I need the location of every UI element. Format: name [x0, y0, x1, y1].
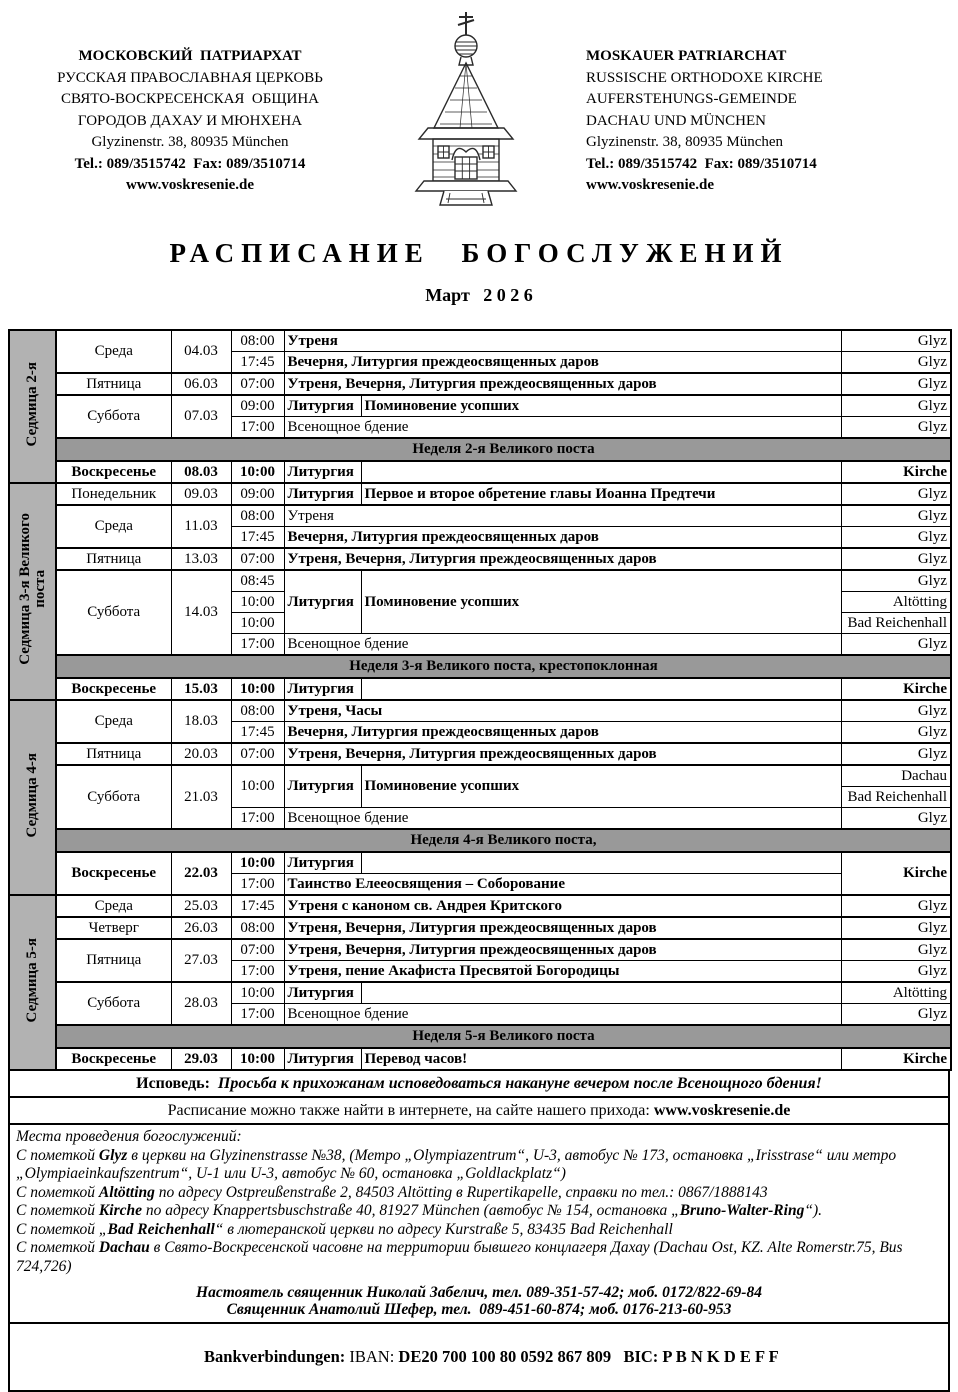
date-cell: 11.03	[171, 505, 231, 548]
service-cell: Литургия	[284, 678, 361, 700]
org-line-de: MOSKAUER PATRIARCHAT	[586, 48, 787, 64]
date-cell: 08.03	[171, 461, 231, 483]
day-cell: Понедельник	[56, 483, 171, 505]
time-cell: 08:00	[231, 700, 284, 722]
week-sidebar: Седмица 3-я Великого поста	[9, 483, 56, 700]
time-cell: 07:00	[231, 548, 284, 570]
time-cell: 17:45	[231, 352, 284, 374]
service-cell: Утреня, Часы	[284, 700, 841, 722]
date-cell: 15.03	[171, 678, 231, 700]
location-cell: Glyz	[841, 1004, 951, 1026]
date-cell: 09.03	[171, 483, 231, 505]
location-cell: Glyz	[841, 808, 951, 830]
date-cell: 26.03	[171, 917, 231, 939]
day-cell: Пятница	[56, 548, 171, 570]
service-cell: Утреня, Вечерня, Литургия преждеосвященных даров	[284, 548, 841, 570]
location-cell: Glyz	[841, 961, 951, 983]
location-cell: Glyz	[841, 700, 951, 722]
place-line-dachau: С пометкой Dachau в Свято-Воскресенской часовне на территории бывшего концлагеря Дахау (Dachau Ost, KZ. Alte Romerstr.75, Bus 724,726)	[16, 1239, 903, 1275]
time-cell: 10:00	[231, 982, 284, 1004]
iban-value: DE20 700 100 80 0592 867 809	[398, 1347, 612, 1366]
time-cell: 08:45	[231, 570, 284, 592]
location-cell: Glyz	[841, 505, 951, 527]
week-band: Неделя 3-я Великого поста, крестопоклонная	[56, 655, 951, 678]
date-cell: 04.03	[171, 330, 231, 373]
time-cell: 08:00	[231, 330, 284, 352]
time-cell: 17:45	[231, 527, 284, 549]
confession-note	[8, 1069, 950, 1098]
time-cell: 10:00	[231, 461, 284, 483]
bic-value: BIC: P B N K D E F F	[623, 1347, 779, 1366]
date-cell: 06.03	[171, 373, 231, 395]
time-cell: 10:00	[231, 613, 284, 634]
location-cell: Glyz	[841, 895, 951, 917]
online-note	[8, 1096, 950, 1125]
location-cell: Glyz	[841, 330, 951, 352]
phone-line-de: Tel.: 089/3515742 Fax: 089/3510714	[586, 155, 817, 172]
service-detail-cell	[361, 982, 841, 1004]
location-cell: Dachau	[841, 765, 951, 787]
letterhead	[8, 8, 950, 212]
month-subtitle: Март 2 0 2 6	[425, 285, 533, 305]
date-cell: 27.03	[171, 939, 231, 982]
clergy-contact: Священник Анатолий Шефер, тел. 089-451-60-874; моб. 0176-213-60-953	[226, 1301, 732, 1318]
day-cell: Суббота	[56, 982, 171, 1025]
day-cell: Среда	[56, 505, 171, 548]
service-detail-cell: Поминовение усопших	[361, 395, 841, 417]
location-cell: Altötting	[841, 592, 951, 613]
org-line-de: RUSSISCHE ORTHODOXE KIRCHE	[586, 69, 823, 86]
time-cell: 10:00	[231, 678, 284, 700]
service-detail-cell: Перевод часов!	[361, 1048, 841, 1070]
time-cell: 10:00	[231, 592, 284, 613]
phone-line-ru: Tel.: 089/3515742 Fax: 089/3510714	[74, 155, 306, 172]
service-cell: Таинство Елееосвящения – Соборование	[284, 874, 841, 896]
time-cell: 17:00	[231, 1004, 284, 1026]
org-line-ru: РУССКАЯ ПРАВОСЛАВНАЯ ЦЕРКОВЬ	[57, 69, 323, 86]
week-band: Неделя 4-я Великого поста,	[56, 829, 951, 852]
service-cell: Утреня	[284, 330, 841, 352]
location-cell: Glyz	[841, 548, 951, 570]
service-cell: Утреня, Вечерня, Литургия преждеосвященных даров	[284, 743, 841, 765]
service-detail-cell: Поминовение усопших	[361, 765, 841, 808]
service-cell: Утреня	[284, 505, 841, 527]
letterhead-german	[556, 8, 950, 197]
location-cell: Bad Reichenhall	[841, 613, 951, 634]
org-line-de: AUFERSTEHUNGS-GEMEINDE	[586, 91, 797, 107]
bank-details	[8, 1322, 950, 1392]
date-cell: 18.03	[171, 700, 231, 743]
week-band: Неделя 2-я Великого поста	[56, 438, 951, 461]
time-cell: 17:00	[231, 808, 284, 830]
location-cell: Glyz	[841, 570, 951, 592]
day-cell: Воскресенье	[56, 1048, 171, 1070]
time-cell: 07:00	[231, 373, 284, 395]
service-cell: Утреня, пение Акафиста Пресвятой Богородицы	[284, 961, 841, 983]
week-sidebar: Седмица 5-я	[9, 895, 56, 1070]
time-cell: 10:00	[231, 852, 284, 874]
service-detail-cell	[361, 461, 841, 483]
time-cell: 08:00	[231, 505, 284, 527]
confession-label: Исповедь:	[136, 1075, 210, 1092]
service-cell: Литургия	[284, 570, 361, 634]
day-cell: Воскресенье	[56, 852, 171, 895]
place-line-bad-reichenhall: С пометкой „Bad Reichenhall“ в лютеранской церкви по адресу Kurstraße 5, 83435 Bad Reichenhall	[16, 1220, 673, 1238]
service-cell: Литургия	[284, 982, 361, 1004]
week-sidebar: Седмица 2-я	[9, 330, 56, 483]
iban-label: IBAN:	[349, 1347, 395, 1366]
service-cell: Утреня с каноном св. Андрея Критского	[284, 895, 841, 917]
confession-text: Просьба к прихожанам исповедоваться накануне вечером после Всенощного бдения!	[217, 1075, 822, 1092]
date-cell: 22.03	[171, 852, 231, 895]
service-detail-cell	[361, 852, 841, 874]
website-link: www.voskresenie.de	[653, 1102, 791, 1119]
date-cell: 21.03	[171, 765, 231, 829]
location-cell: Kirche	[841, 852, 951, 895]
day-cell: Воскресенье	[56, 678, 171, 700]
location-cell: Glyz	[841, 722, 951, 744]
date-cell: 29.03	[171, 1048, 231, 1070]
location-cell: Glyz	[841, 743, 951, 765]
website-ru: www.voskresenie.de	[125, 177, 255, 193]
date-cell: 20.03	[171, 743, 231, 765]
location-cell: Bad Reichenhall	[841, 787, 951, 808]
service-cell: Всенощное бдение	[284, 1004, 841, 1026]
day-cell: Среда	[56, 700, 171, 743]
location-cell: Glyz	[841, 373, 951, 395]
service-cell: Литургия	[284, 765, 361, 808]
date-cell: 13.03	[171, 548, 231, 570]
service-cell: Всенощное бдение	[284, 808, 841, 830]
time-cell: 10:00	[231, 1048, 284, 1070]
location-cell: Glyz	[841, 939, 951, 961]
service-cell: Всенощное бдение	[284, 417, 841, 439]
day-cell: Пятница	[56, 939, 171, 982]
service-cell: Литургия	[284, 395, 361, 417]
bank-label: Bankverbindungen:	[204, 1347, 346, 1366]
church-icon	[376, 8, 556, 208]
service-cell: Литургия	[284, 483, 361, 505]
location-cell: Glyz	[841, 634, 951, 656]
day-cell: Пятница	[56, 373, 171, 395]
place-line-altoetting: С пометкой Altötting по адресу Ostpreußenstraße 2, 84503 Altötting в Rupertikapelle, справки по тел.: 0867/1888143	[16, 1183, 768, 1201]
time-cell: 09:00	[231, 483, 284, 505]
location-cell: Altötting	[841, 982, 951, 1004]
date-cell: 07.03	[171, 395, 231, 438]
service-cell: Утреня, Вечерня, Литургия преждеосвященных даров	[284, 939, 841, 961]
location-cell: Kirche	[841, 1048, 951, 1070]
location-cell: Kirche	[841, 678, 951, 700]
page-title: РАСПИСАНИЕ БОГОСЛУЖЕНИЙ	[169, 238, 789, 268]
location-cell: Glyz	[841, 917, 951, 939]
week-band: Неделя 5-я Великого поста	[56, 1025, 951, 1048]
service-detail-cell	[361, 678, 841, 700]
day-cell: Среда	[56, 330, 171, 373]
org-line-ru: ГОРОДОВ ДАХАУ И МЮНХЕНА	[77, 112, 303, 129]
location-cell: Glyz	[841, 483, 951, 505]
date-cell: 14.03	[171, 570, 231, 655]
service-cell: Утреня, Вечерня, Литургия преждеосвященных даров	[284, 373, 841, 395]
service-cell: Литургия	[284, 1048, 361, 1070]
week-sidebar: Седмица 4-я	[9, 700, 56, 895]
time-cell: 08:00	[231, 917, 284, 939]
letterhead-russian	[8, 8, 376, 197]
website-de: www.voskresenie.de	[586, 177, 715, 193]
places-title: Места проведения богослужений:	[16, 1128, 242, 1145]
service-cell: Утреня, Вечерня, Литургия преждеосвященных даров	[284, 917, 841, 939]
date-cell: 25.03	[171, 895, 231, 917]
service-cell: Литургия	[284, 852, 361, 874]
org-line-ru: МОСКОВСКИЙ ПАТРИАРХАТ	[78, 48, 302, 64]
place-line-glyz: С пометкой Glyz в церкви на Glyzinenstrasse №38, (Метро „Olympiazentrum“, U-3, автобус № 173, остановка „Irisstrase“ или метро „Olympiaeinkaufszentrum“, U-1 или U-3, автобус № 60, остановка „Goldlackplatz“)	[16, 1146, 897, 1182]
time-cell: 17:00	[231, 961, 284, 983]
service-cell: Вечерня, Литургия преждеосвященных даров	[284, 352, 841, 374]
time-cell: 07:00	[231, 939, 284, 961]
address-line-ru: Glyzinenstr. 38, 80935 München	[91, 134, 289, 150]
day-cell: Четверг	[56, 917, 171, 939]
time-cell: 17:00	[231, 417, 284, 439]
service-detail-cell: Первое и второе обретение главы Иоанна Предтечи	[361, 483, 841, 505]
time-cell: 09:00	[231, 395, 284, 417]
service-cell: Вечерня, Литургия преждеосвященных даров	[284, 722, 841, 744]
service-cell: Всенощное бдение	[284, 634, 841, 656]
time-cell: 17:00	[231, 874, 284, 896]
day-cell: Суббота	[56, 765, 171, 829]
service-detail-cell: Поминовение усопших	[361, 570, 841, 634]
clergy-contact: Настоятель священник Николай Забелич, тел. 089-351-57-42; моб. 0172/822-69-84	[196, 1284, 762, 1301]
places-note	[8, 1123, 950, 1324]
location-cell: Kirche	[841, 461, 951, 483]
time-cell: 17:45	[231, 722, 284, 744]
online-text: Расписание можно также найти в интернете, на сайте нашего прихода:	[167, 1102, 650, 1119]
time-cell: 17:45	[231, 895, 284, 917]
service-cell: Литургия	[284, 461, 361, 483]
day-cell: Пятница	[56, 743, 171, 765]
service-cell: Вечерня, Литургия преждеосвященных даров	[284, 527, 841, 549]
service-schedule-table	[8, 329, 952, 1071]
time-cell: 07:00	[231, 743, 284, 765]
location-cell: Glyz	[841, 352, 951, 374]
day-cell: Суббота	[56, 570, 171, 655]
org-line-ru: СВЯТО-ВОСКРЕСЕНСКАЯ ОБЩИНА	[60, 91, 320, 107]
org-line-de: DACHAU UND MÜNCHEN	[586, 112, 766, 129]
date-cell: 28.03	[171, 982, 231, 1025]
place-line-kirche: С пометкой Kirche по адресу Knappertsbuschstraße 40, 81927 München (автобус № 154, остановка „Bruno-Walter-Ring“).	[16, 1202, 822, 1219]
location-cell: Glyz	[841, 395, 951, 417]
day-cell: Среда	[56, 895, 171, 917]
day-cell: Суббота	[56, 395, 171, 438]
location-cell: Glyz	[841, 417, 951, 439]
day-cell: Воскресенье	[56, 461, 171, 483]
time-cell: 17:00	[231, 634, 284, 656]
time-cell: 10:00	[231, 765, 284, 808]
address-line-de: Glyzinenstr. 38, 80935 München	[586, 134, 784, 150]
location-cell: Glyz	[841, 527, 951, 549]
